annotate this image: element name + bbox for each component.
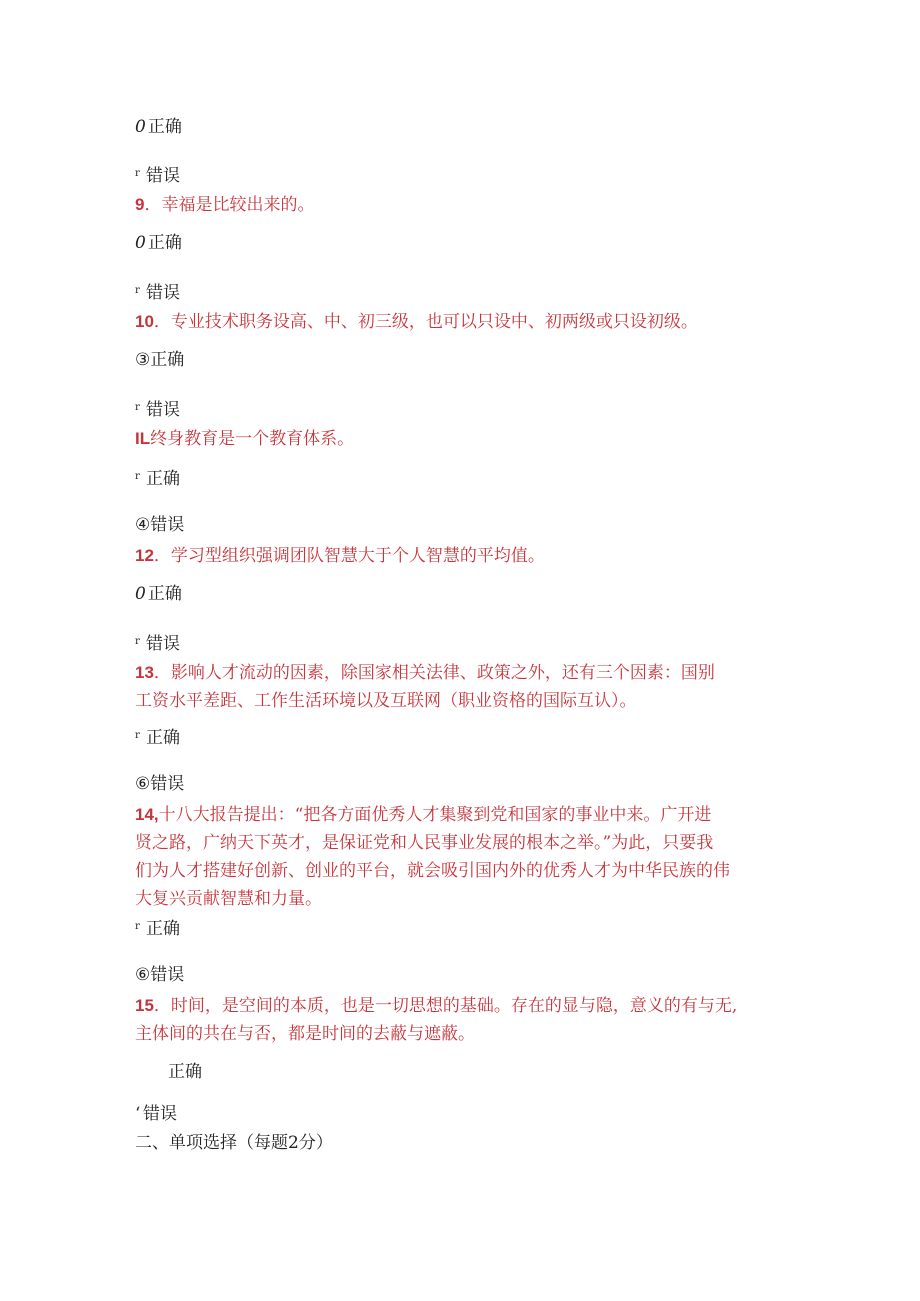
option-label: 正确 xyxy=(168,1062,202,1082)
question-body: 时间，是空间的本质，也是一切思想的基础。存在的显与隐，意义的有与无, xyxy=(170,996,738,1016)
option-marker: r xyxy=(135,402,140,413)
answer-option[interactable] xyxy=(135,579,182,609)
option-marker: r xyxy=(135,636,140,647)
question-body: 幸福是比较出来的。 xyxy=(161,195,315,215)
answer-option[interactable] xyxy=(135,627,180,659)
option-marker: ④ xyxy=(135,515,151,535)
answer-option[interactable] xyxy=(168,1057,202,1087)
answer-option[interactable] xyxy=(135,345,184,375)
answer-option[interactable] xyxy=(135,393,180,425)
question-number: 9 xyxy=(135,195,145,214)
option-marker: ⑥ xyxy=(135,965,151,985)
answer-option[interactable] xyxy=(135,721,180,753)
answer-option[interactable] xyxy=(135,462,180,494)
answer-option[interactable] xyxy=(135,960,184,990)
question-number: 14, xyxy=(135,805,159,824)
option-marker: r xyxy=(135,285,140,296)
question-body: 终身教育是一个教育体系。 xyxy=(150,429,355,449)
question-continuation: 主体间的共在与否，都是时间的去蔽与遮蔽。 xyxy=(135,1024,475,1044)
option-label: 错误 xyxy=(150,965,185,985)
question-text xyxy=(135,800,711,830)
question-text xyxy=(135,991,737,1021)
question-separator: ． xyxy=(153,663,171,683)
question-body: 影响人才流动的因素，除国家相关法律、政策之外，还有三个因素：国别 xyxy=(170,663,715,683)
option-marker: r xyxy=(135,471,140,482)
question-body: 十八大报告提出：“把各方面优秀人才集聚到党和国家的事业中来。广开进 xyxy=(158,805,712,825)
option-marker: ③ xyxy=(135,350,151,370)
option-label: 正确 xyxy=(146,728,180,748)
question-body: 专业技术职务设高、中、初三级，也可以只设中、初两级或只设初级。 xyxy=(170,312,698,332)
option-label: 错误 xyxy=(146,166,180,186)
option-label: 错误 xyxy=(146,634,180,654)
question-text xyxy=(135,424,354,454)
question-continuation: 们为人才搭建好创新、创业的平台，就会吸引国内外的优秀人才为中华民族的伟 xyxy=(135,861,730,881)
answer-option[interactable] xyxy=(135,112,182,142)
question-body: 学习型组织强调团队智慧大于个人智慧的平均值。 xyxy=(170,546,545,566)
question-number: 12 xyxy=(135,546,154,565)
option-label: 错误 xyxy=(146,283,180,303)
option-label: 错误 xyxy=(146,400,180,420)
answer-option[interactable] xyxy=(135,769,184,799)
question-text xyxy=(135,190,314,220)
question-text xyxy=(135,541,545,571)
option-label: 正确 xyxy=(147,233,182,253)
section-heading: 二、单项选择（每题2分） xyxy=(135,1133,333,1153)
answer-option[interactable] xyxy=(135,510,184,540)
question-continuation: 贤之路，广纳天下英才，是保证党和人民事业发展的根本之举。”为此，只要我 xyxy=(135,833,714,853)
question-number: IL xyxy=(135,429,151,448)
answer-option[interactable] xyxy=(135,276,180,308)
option-marker: ‘ xyxy=(135,1104,141,1124)
option-label: 正确 xyxy=(146,469,180,489)
option-marker: ⑥ xyxy=(135,774,151,794)
option-label: 错误 xyxy=(150,774,185,794)
question-number: 15 xyxy=(135,996,154,1015)
option-marker: r xyxy=(135,730,140,741)
option-label: 正确 xyxy=(150,350,185,370)
option-marker: 0 xyxy=(135,117,146,137)
option-label: 正确 xyxy=(147,117,182,137)
option-marker: r xyxy=(135,168,140,179)
answer-option[interactable] xyxy=(135,159,180,191)
option-marker: 0 xyxy=(135,584,146,604)
question-separator: ． xyxy=(153,996,171,1016)
question-number: 13 xyxy=(135,663,154,682)
option-marker: r xyxy=(135,921,140,932)
question-separator: ． xyxy=(153,312,171,332)
question-separator: ． xyxy=(153,546,171,566)
question-continuation: 大复兴贡献智慧和力量。 xyxy=(135,889,322,909)
answer-option[interactable] xyxy=(135,228,182,258)
option-label: 错误 xyxy=(150,515,185,535)
option-marker: 0 xyxy=(135,233,146,253)
question-number: 10 xyxy=(135,312,154,331)
answer-option[interactable] xyxy=(135,912,180,944)
option-label: 错误 xyxy=(143,1104,177,1124)
question-text xyxy=(135,658,715,688)
option-label: 正确 xyxy=(146,919,180,939)
option-label: 正确 xyxy=(147,584,182,604)
question-continuation: 工资水平差距、工作生活环境以及互联网（职业资格的国际互认）。 xyxy=(135,691,637,711)
question-text xyxy=(135,307,698,337)
question-separator: ． xyxy=(144,195,162,215)
answer-option[interactable] xyxy=(135,1099,177,1129)
